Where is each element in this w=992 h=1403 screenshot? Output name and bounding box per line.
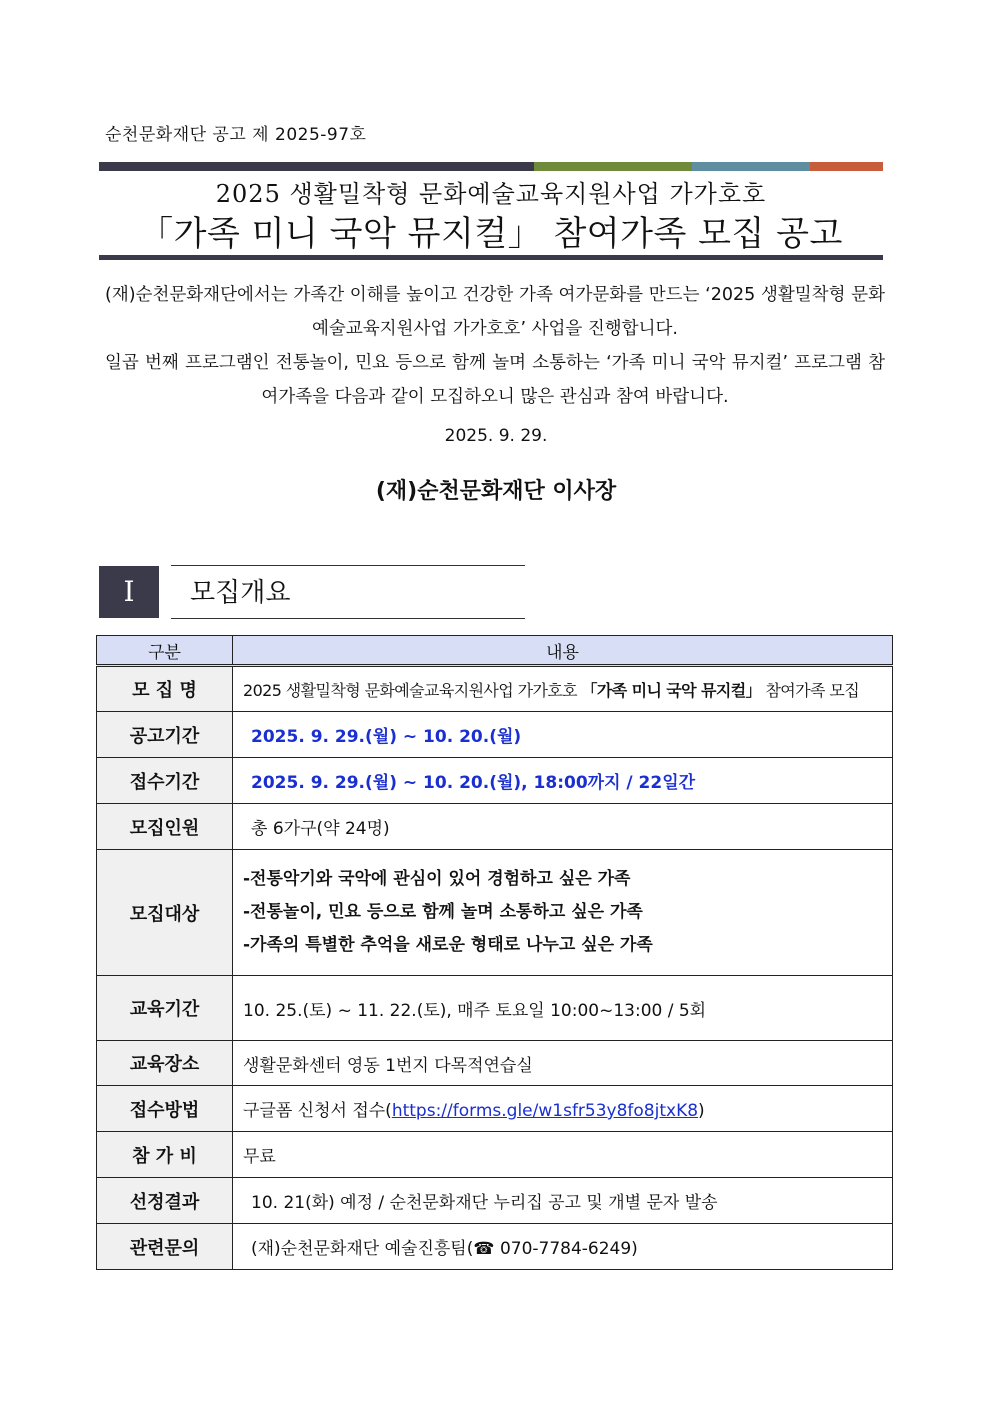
label-target: 모집대상: [97, 850, 233, 976]
color-bar-segment-green: [534, 162, 692, 171]
intro-text: [105, 278, 885, 414]
decorative-color-bar: [99, 162, 883, 171]
apply-method-suffix: ): [698, 1101, 705, 1121]
header-category: 구분: [97, 636, 233, 666]
color-bar-segment-dark: [99, 162, 534, 171]
value-headcount: 총 6가구(약 24명): [233, 804, 893, 850]
value-edu-place: 생활문화센터 영동 1번지 다목적연습실: [233, 1041, 893, 1086]
value-edu-period: 10. 25.(토) ~ 11. 22.(토), 매주 토요일 10:00~13:00 / 5회: [233, 976, 893, 1041]
row-receipt-period: [97, 758, 893, 804]
color-bar-segment-teal: [692, 162, 810, 171]
label-notice-period: 공고기간: [97, 712, 233, 758]
value-target: [233, 850, 893, 976]
apply-method-prefix: 구글폼 신청서 접수(: [243, 1101, 392, 1121]
recruit-name-prefix: 2025 생활밀착형 문화예술교육지원사업 가가호호: [243, 680, 582, 700]
label-apply-method: 접수방법: [97, 1086, 233, 1132]
color-bar-segment-orange: [810, 162, 883, 171]
value-notice-period: 2025. 9. 29.(월) ~ 10. 20.(월): [233, 712, 893, 758]
intro-paragraph-2: 일곱 번째 프로그램인 전통놀이, 민요 등으로 함께 놀며 소통하는 ‘가족 미니 국악 뮤지컬’ 프로그램 참여가족을 다음과 같이 모집하오니 많은 관심과 참여 바랍니다.: [105, 353, 885, 407]
label-fee: 참 가 비: [97, 1132, 233, 1178]
value-fee: 무료: [233, 1132, 893, 1178]
section-line-bottom: [171, 618, 525, 619]
row-result: [97, 1178, 893, 1224]
target-item: -전통악기와 국악에 관심이 있어 경험하고 싶은 가족: [243, 869, 631, 889]
label-edu-period: 교육기간: [97, 976, 233, 1041]
notice-title: 「가족 미니 국악 뮤지컬」 참여가족 모집 공고: [139, 214, 843, 254]
notice-date: 2025. 9. 29.: [444, 426, 548, 446]
recruitment-table: [96, 635, 893, 1270]
target-item: -가족의 특별한 추억을 새로운 형태로 나누고 싶은 가족: [243, 935, 653, 955]
google-form-link[interactable]: https://forms.gle/w1sfr53y8fo8jtxK8: [391, 1101, 699, 1121]
label-edu-place: 교육장소: [97, 1041, 233, 1086]
value-recruit-name: [233, 666, 893, 712]
label-result: 선정결과: [97, 1178, 233, 1224]
value-inquiry: (재)순천문화재단 예술진흥팀(☎ 070-7784-6249): [233, 1224, 893, 1270]
row-target: [97, 850, 893, 976]
notice-subtitle: 2025 생활밀착형 문화예술교육지원사업 가가호호: [215, 180, 767, 208]
row-notice-period: [97, 712, 893, 758]
section-line-top: [171, 565, 525, 566]
row-inquiry: [97, 1224, 893, 1270]
value-apply-method: [233, 1086, 893, 1132]
table-header-row: [97, 636, 893, 666]
recruit-name-suffix: 참여가족 모집: [760, 680, 860, 700]
target-item: -전통놀이, 민요 등으로 함께 놀며 소통하고 싶은 가족: [243, 902, 643, 922]
row-headcount: [97, 804, 893, 850]
label-receipt-period: 접수기간: [97, 758, 233, 804]
row-fee: [97, 1132, 893, 1178]
label-inquiry: 관련문의: [97, 1224, 233, 1270]
signer: (재)순천문화재단 이사장: [375, 479, 617, 504]
intro-paragraph-1: (재)순천문화재단에서는 가족간 이해를 높이고 건강한 가족 여가문화를 만드는 ‘2025 생활밀착형 문화예술교육지원사업 가가호호’ 사업을 진행합니다.: [105, 285, 885, 339]
section-title: 모집개요: [190, 578, 291, 608]
label-recruit-name: 모 집 명: [97, 666, 233, 712]
section-number-box: Ⅰ: [99, 566, 159, 618]
recruit-name-program: 「가족 미니 국악 뮤지컬」: [581, 680, 761, 700]
row-edu-place: [97, 1041, 893, 1086]
title-underline: [99, 255, 883, 260]
label-headcount: 모집인원: [97, 804, 233, 850]
header-content: 내용: [233, 636, 893, 666]
notice-number: 순천문화재단 공고 제 2025-97호: [105, 125, 367, 145]
row-apply-method: [97, 1086, 893, 1132]
row-edu-period: [97, 976, 893, 1041]
row-recruit-name: [97, 666, 893, 712]
value-receipt-period: 2025. 9. 29.(월) ~ 10. 20.(월), 18:00까지 / 22일간: [233, 758, 893, 804]
value-result: 10. 21(화) 예정 / 순천문화재단 누리집 공고 및 개별 문자 발송: [233, 1178, 893, 1224]
